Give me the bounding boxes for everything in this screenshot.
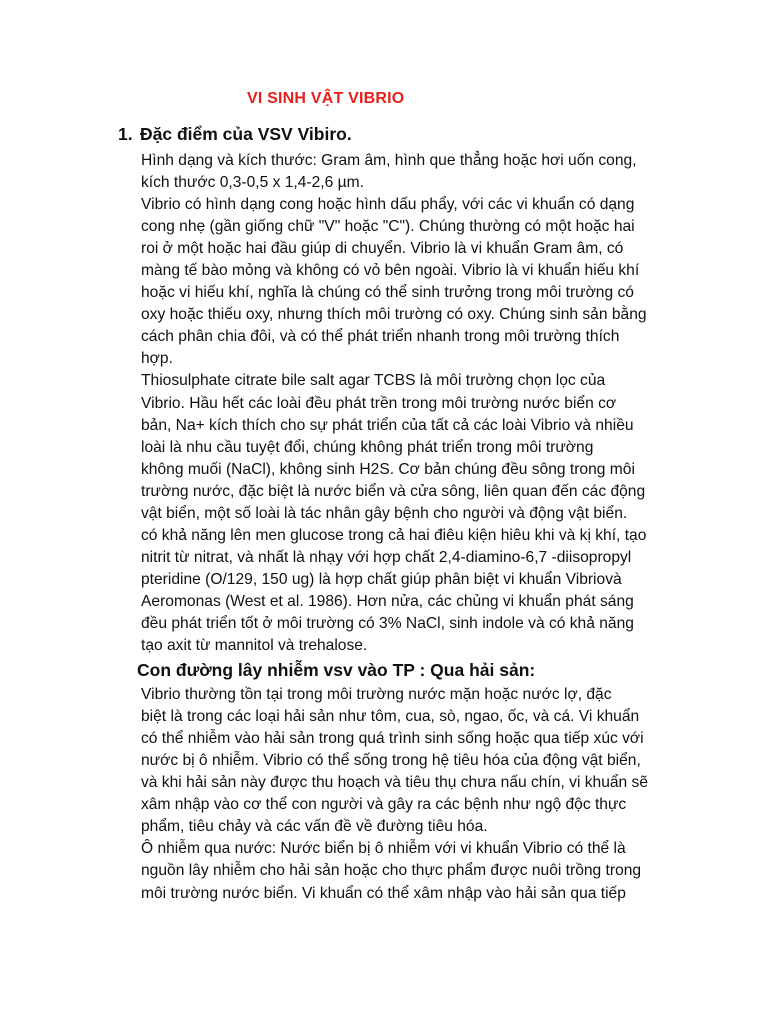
text-line: bản, Na+ kích thích cho sự phát triển của tất cả các loài Vibrio và nhiều <box>141 416 634 434</box>
text-line: môi trường nước biển. Vi khuẩn có thể xâm nhập vào hải sản qua tiếp <box>141 884 626 902</box>
text-line: biệt là trong các loại hải sản như tôm, cua, sò, ngao, ốc, và cá. Vi khuẩn <box>141 708 640 726</box>
text-line: cong nhẹ (gần giống chữ "V" hoặc "C"). Chúng thường có một hoặc hai <box>141 218 635 236</box>
text-line: đều phát triển tốt ở môi trường có 3% NaCl, sinh indole và có khả năng <box>141 614 634 632</box>
text-line: và khi hải sản này được thu hoạch và tiêu thụ chưa nấu chín, vi khuẩn sẽ <box>141 774 649 792</box>
text-line: pteridine (O/129, 150 ug) là hợp chất giúp phân biệt vi khuẩn Vibriovà <box>141 570 622 588</box>
text-line: nguồn lây nhiễm cho hải sản hoặc cho thực phẩm được nuôi trồng trong <box>141 862 642 880</box>
text-line: Vibrio có hình dạng cong hoặc hình dấu phẩy, với các vi khuẩn có dạng <box>141 196 635 214</box>
text-line: oxy hoặc thiếu oxy, nhưng thích môi trường có oxy. Chúng sinh sản bằng <box>141 306 647 324</box>
document-body <box>137 150 681 905</box>
text-line: hoặc vi hiếu khí, nghĩa là chúng có thể sinh trưởng trong môi trường có <box>141 284 634 302</box>
text-line: Vibrio. Hầu hết các loài đều phát trền trong môi trường nước biển cơ <box>141 394 617 412</box>
text-line: xâm nhập vào cơ thể con người và gây ra các bệnh như ngộ độc thực <box>141 796 627 814</box>
text-line: Aeromonas (West et al. 1986). Hơn nửa, các chủng vi khuẩn phát sáng <box>141 592 634 610</box>
text-line: loài là nhu cầu tuyệt đổi, chúng không phát triển trong môi trường <box>141 438 594 456</box>
text-line: kích thước 0,3-0,5 x 1,4-2,6 µm. <box>141 174 364 192</box>
text-line: Hình dạng và kích thước: Gram âm, hình que thẳng hoặc hơi uốn cong, <box>141 152 637 169</box>
text-line: Vibrio thường tồn tại trong môi trường nước mặn hoặc nước lợ, đặc <box>141 686 612 704</box>
text-line: roi ở một hoặc hai đầu giúp di chuyển. Vibrio là vi khuẩn Gram âm, có <box>141 240 624 258</box>
text-line: phẩm, tiêu chảy và các vấn đề về đường tiêu hóa. <box>141 818 488 836</box>
text-line: có khả năng lên men glucose trong cả hai điêu kiện hiêu khi và kị khí, tạo <box>141 526 647 544</box>
text-line: tạo axit từ mannitol và trehalose. <box>141 637 368 655</box>
text-line: màng tế bào mỏng và không có vỏ bên ngoài. Vibrio là vi khuẩn hiếu khí <box>141 262 640 280</box>
text-line: vật biển, một số loài là tác nhân gây bệnh cho người và động vật biển. <box>141 504 628 522</box>
section-2-text <box>141 684 681 904</box>
section-1-text <box>141 150 681 657</box>
text-line: không muối (NaCl), không sinh H2S. Cơ bản chúng đều sông trong môi <box>141 460 635 478</box>
text-line: nước bị ô nhiễm. Vibrio có thể sống trong hệ tiêu hóa của động vật biển, <box>141 752 641 770</box>
text-line: Ô nhiễm qua nước: Nước biển bị ô nhiễm với vi khuẩn Vibrio có thể là <box>141 840 626 858</box>
text-line: Thiosulphate citrate bile salt agar TCBS là môi trường chọn lọc của <box>141 372 606 390</box>
section-1-heading-text: Đặc điểm của VSV Vibiro. <box>140 124 352 144</box>
text-line: trường nước, đặc biệt là nước biển và cửa sông, liên quan đến các động <box>141 482 646 500</box>
text-line: nitrit từ nitrat, và nhất là nhạy với hợp chất 2,4-diamino-6,7 -diisopropyl <box>141 548 632 566</box>
text-line: hợp. <box>141 350 173 368</box>
section-1-heading <box>118 124 352 145</box>
section-2-heading: Con đường lây nhiễm vsv vào TP : Qua hải sản: <box>137 660 536 681</box>
text-line: cách phân chia đôi, và có thể phát triển nhanh trong môi trường thích <box>141 328 620 346</box>
text-line: có thể nhiễm vào hải sản trong quá trình sinh sống hoặc qua tiếp xúc với <box>141 730 644 748</box>
section-1-number: 1. <box>118 124 133 144</box>
document-title: VI SINH VẬT VIBRIO <box>247 90 405 107</box>
